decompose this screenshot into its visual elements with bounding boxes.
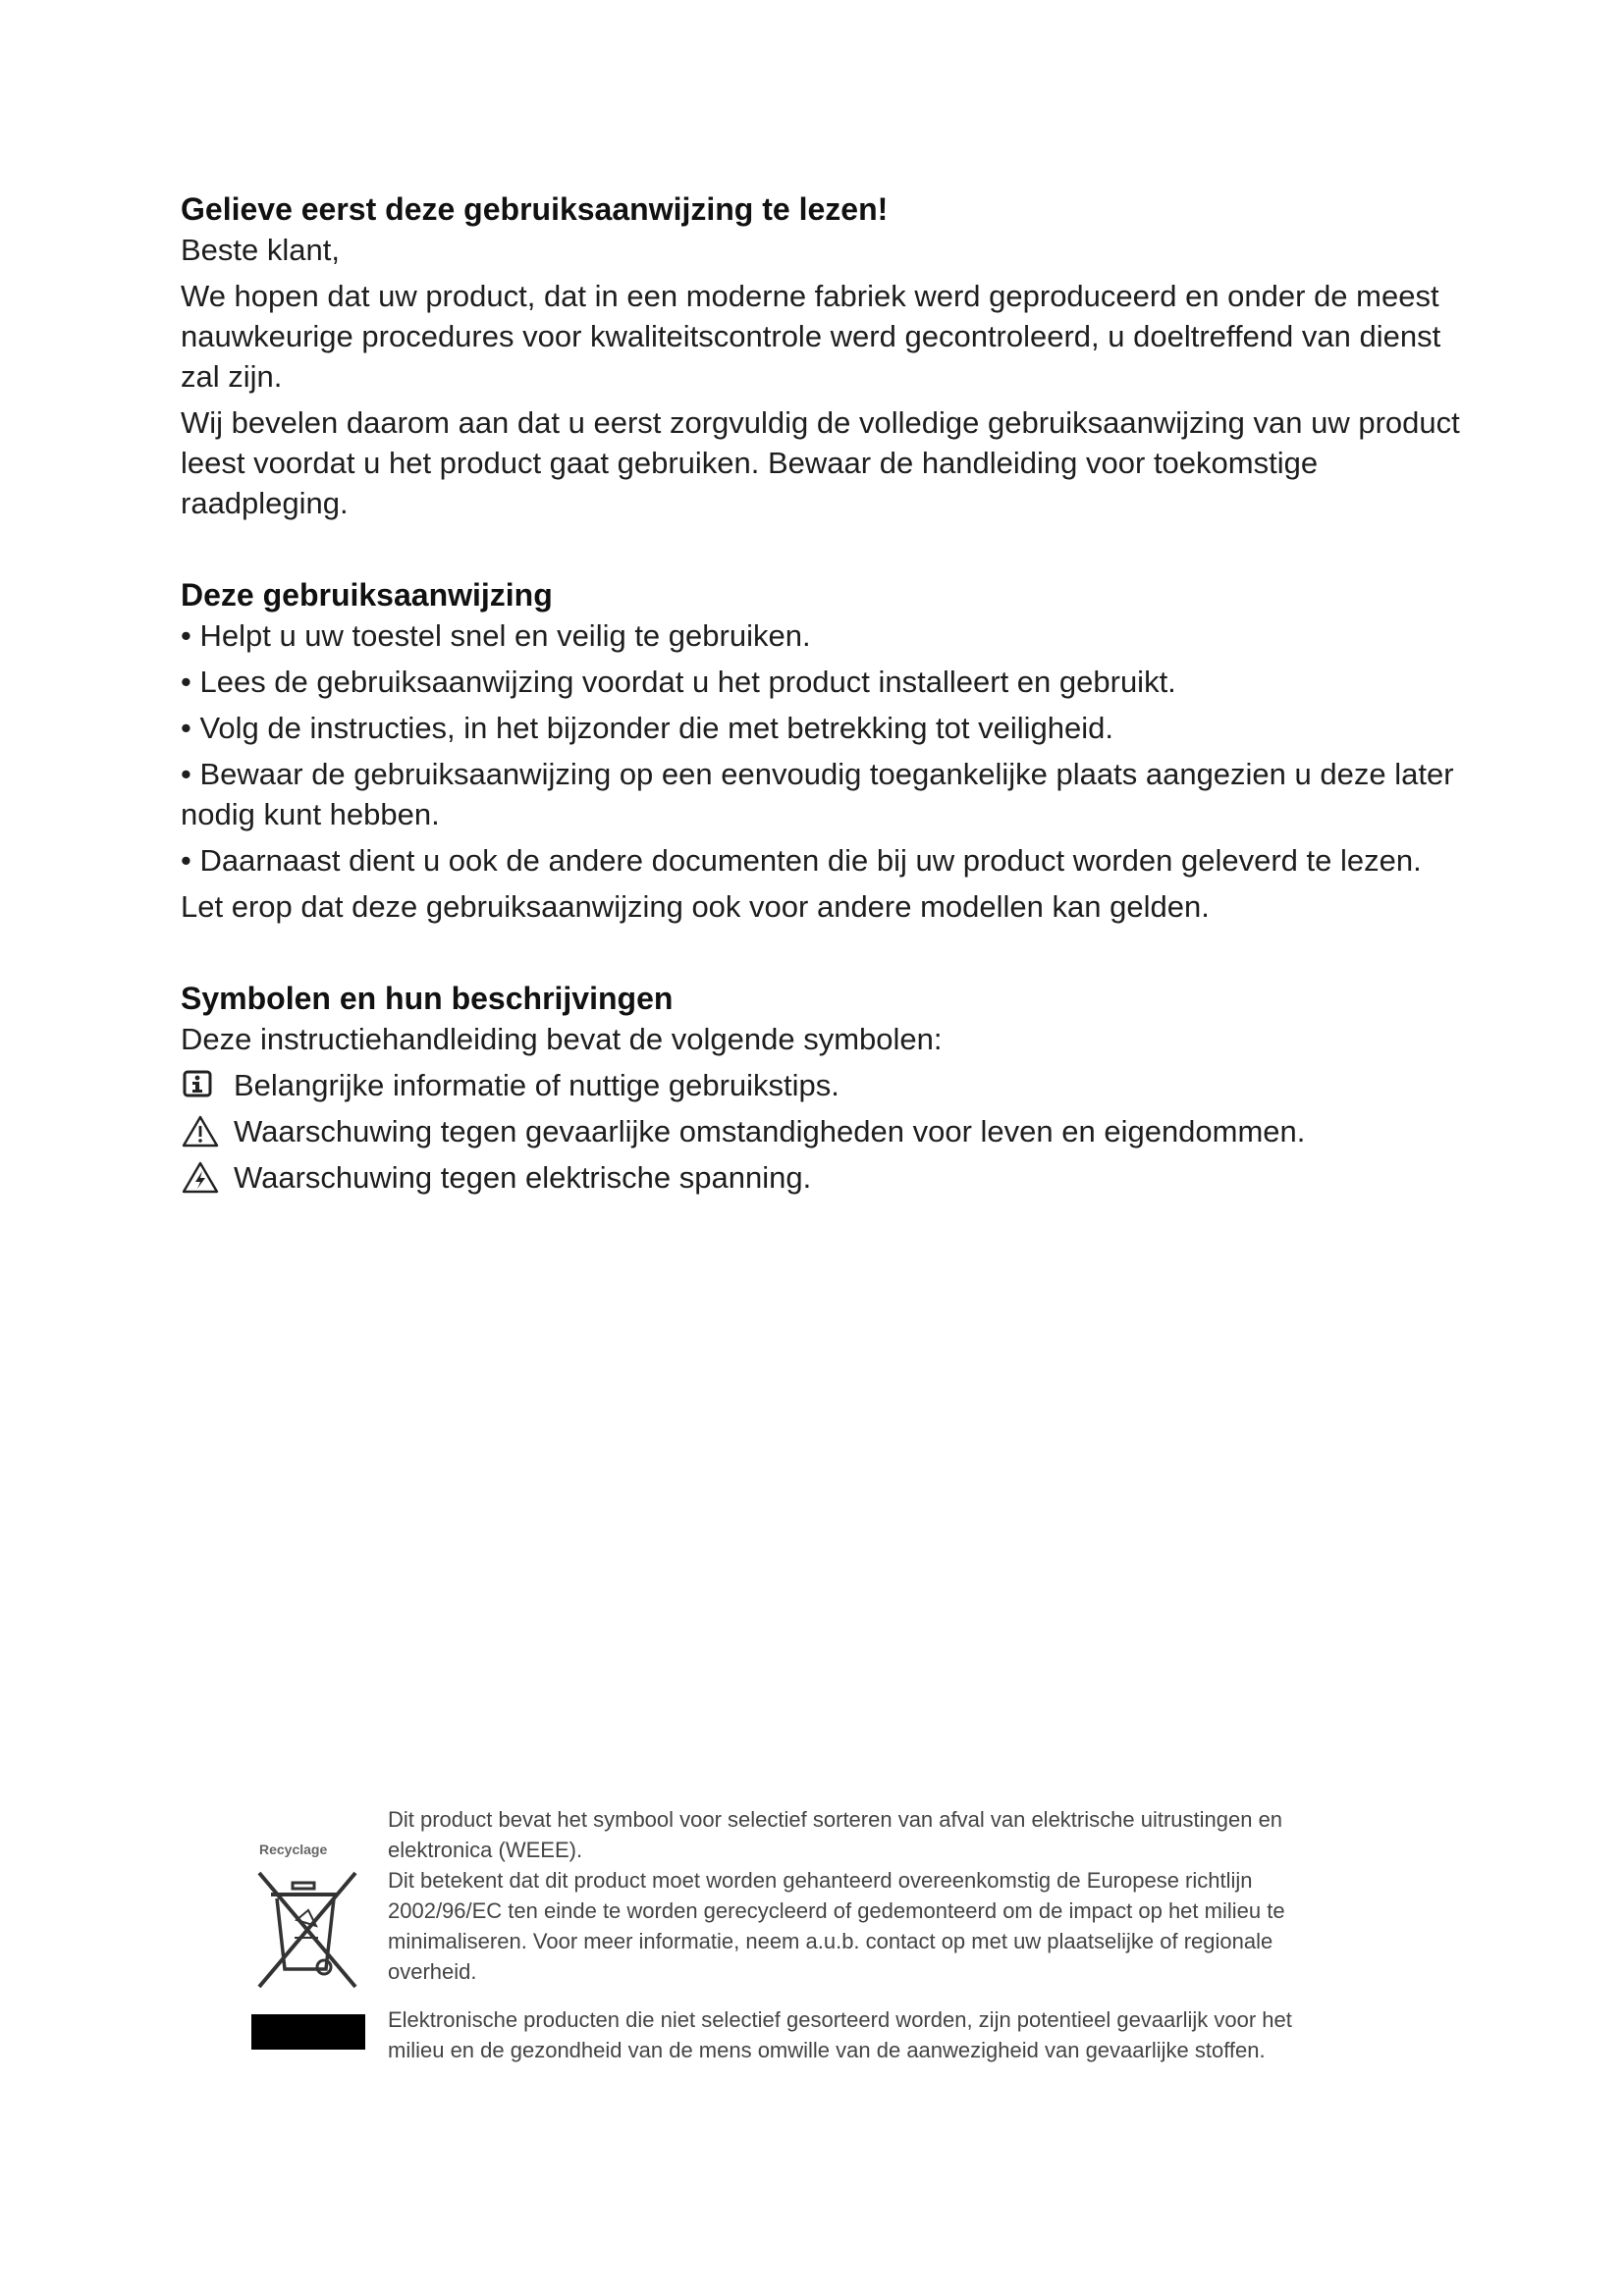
manual-section [181, 574, 1487, 927]
weee-logo-label: Recyclage [259, 1842, 328, 1857]
intro-paragraph-1: We hopen dat uw product, dat in een moderne fabriek werd geproduceerd en onder de meest nauwkeurige procedures voor kwaliteitscontrole werd gecontroleerd, u doeltreffend van dienst zal zijn. [181, 279, 1441, 394]
greeting: Beste klant, [181, 233, 340, 267]
bullet-item: • Bewaar de gebruiksaanwijzing op een eenvoudig toegankelijke plaats aangezien u deze later nodig kunt hebben. [181, 757, 1454, 831]
bullet-item: • Daarnaast dient u ook de andere documenten die bij uw product worden geleverd te lezen. [181, 843, 1422, 878]
symbol-text: Waarschuwing tegen gevaarlijke omstandigheden voor leven en eigendommen. [234, 1114, 1306, 1148]
intro-section [181, 188, 1487, 523]
warning-icon [181, 1112, 220, 1151]
intro-heading: Gelieve eerst deze gebruiksaanwijzing te lezen! [181, 191, 889, 227]
symbol-row-electric-warning [181, 1157, 1487, 1198]
weee-paragraph-3: Elektronische producten die niet selectief gesorteerd worden, zijn potentieel gevaarlijk voor het milieu en de gezondheid van de mens omwille van de aanwezigheid van gevaarlijke stoffen. [388, 2007, 1292, 2062]
bullet-item: • Volg de instructies, in het bijzonder die met betrekking tot veiligheid. [181, 711, 1113, 745]
intro-paragraph-2: Wij bevelen daarom aan dat u eerst zorgvuldig de volledige gebruiksaanwijzing van uw product leest voordat u het product gaat gebruiken. Bewaar de handleiding voor toekomstige raadpleging. [181, 405, 1460, 520]
weee-section [245, 1804, 1326, 2128]
weee-text [388, 1804, 1311, 2083]
symbol-text: Waarschuwing tegen elektrische spanning. [234, 1160, 812, 1195]
manual-heading: Deze gebruiksaanwijzing [181, 577, 553, 613]
bullet-item: • Lees de gebruiksaanwijzing voordat u het product installeert en gebruikt. [181, 665, 1176, 699]
bullet-item: • Helpt u uw toestel snel en veilig te gebruiken. [181, 618, 811, 653]
info-icon [181, 1066, 220, 1105]
symbols-section [181, 978, 1487, 1198]
weee-logo [245, 1804, 371, 2059]
symbols-heading: Symbolen en hun beschrijvingen [181, 981, 674, 1016]
weee-paragraph-2: Dit betekent dat dit product moet worden gehanteerd overeenkomstig de Europese richtlijn 2002/96/EC ten einde te worden gerecycleerd of gedemonteerd om de impact op het milieu te minimaliseren. Voor meer informatie, neem a.u.b. contact op met uw plaatselijke of regionale overheid. [388, 1868, 1285, 1984]
symbol-text: Belangrijke informatie of nuttige gebruikstips. [234, 1068, 839, 1102]
symbols-intro: Deze instructiehandleiding bevat de volgende symbolen: [181, 1022, 943, 1056]
weee-paragraph-1: Dit product bevat het symbool voor selectief sorteren van afval van elektrische uitrustingen en elektronica (WEEE). [388, 1807, 1283, 1862]
electric-warning-icon [181, 1158, 220, 1198]
symbol-row-warning [181, 1111, 1487, 1151]
main-content [181, 188, 1487, 1249]
symbol-row-info [181, 1065, 1487, 1105]
manual-note: Let erop dat deze gebruiksaanwijzing ook voor andere modellen kan gelden. [181, 889, 1210, 924]
